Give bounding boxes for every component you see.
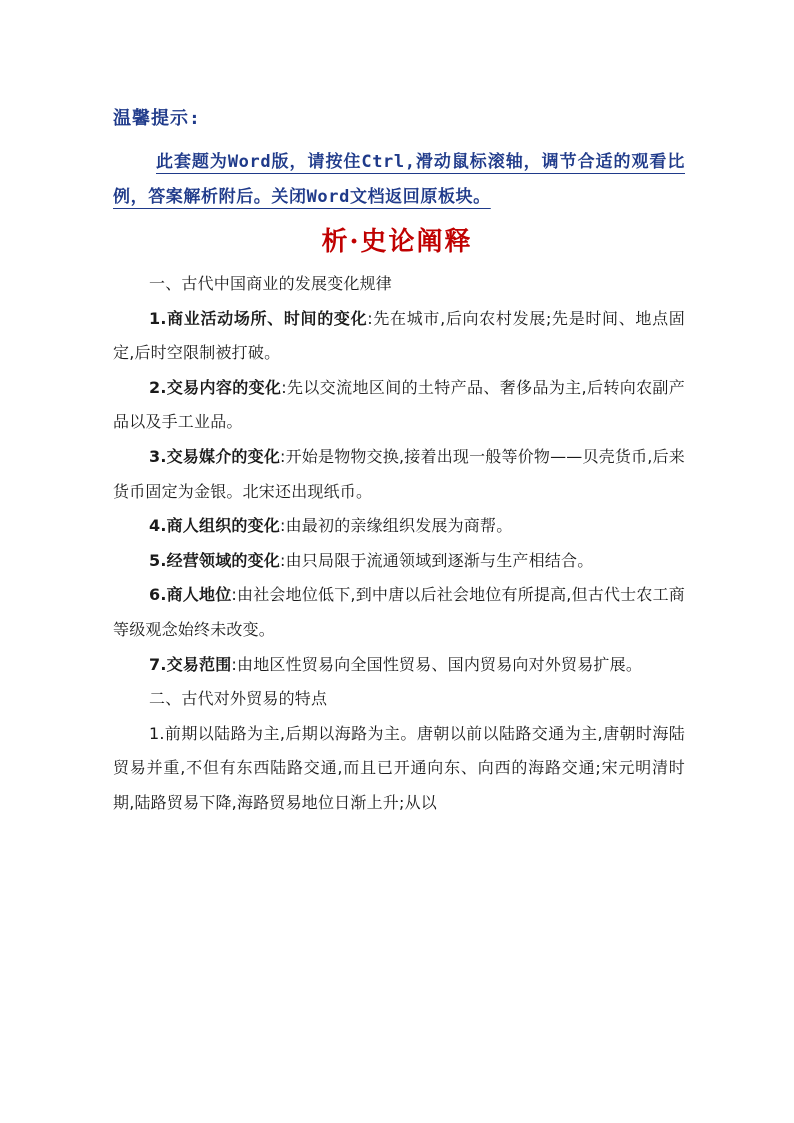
paragraph-7 (113, 648, 685, 683)
paragraph-8 (113, 717, 685, 821)
paragraph-5 (113, 544, 685, 579)
paragraph-text: :由只局限于流通领域到逐渐与生产相结合。 (280, 550, 594, 570)
paragraph-6 (113, 578, 685, 647)
paragraph-label: 1.商业活动场所、时间的变化 (149, 308, 368, 328)
paragraph-label: 7.交易范围 (149, 654, 232, 674)
paragraph-label: 5.经营领域的变化 (149, 550, 281, 570)
paragraph-text: :先在城市,后向农村发展;先是时间、地点固定,后时空限制被打破。 (113, 308, 685, 363)
document-body (113, 267, 685, 821)
paragraph-text: :由地区性贸易向全国性贸易、国内贸易向对外贸易扩展。 (231, 654, 643, 674)
paragraph-text: 1.前期以陆路为主,后期以海路为主。唐朝以前以陆路交通为主,唐朝时海陆贸易并重,不但有东西陆路交通,而且已开通向东、向西的海路交通;宋元明清时期,陆路贸易下降,海路贸易地位日渐上升;从以 (113, 723, 685, 812)
paragraph-text: :开始是物物交换,接着出现一般等价物——贝壳货币,后来货币固定为金银。北宋还出现纸币。 (113, 446, 685, 501)
tip-text (113, 145, 685, 215)
paragraph-text: :先以交流地区间的土特产品、奢侈品为主,后转向农副产品以及手工业品。 (113, 377, 685, 432)
paragraph-text: 一、古代中国商业的发展变化规律 (149, 274, 393, 293)
paragraph-label: 2.交易内容的变化 (149, 377, 282, 397)
paragraph-3 (113, 440, 685, 509)
paragraph-text: :由社会地位低下,到中唐以后社会地位有所提高,但古代士农工商等级观念始终未改变。 (113, 585, 685, 639)
paragraph-label: 4.商人组织的变化 (149, 516, 281, 536)
tip-text-content: 此套题为Word版，请按住Ctrl,滑动鼠标滚轴，调节合适的观看比例，答案解析附后。关闭Word文档返回原板块。 (113, 152, 685, 207)
paragraph-label: 6.商人地位 (149, 585, 232, 605)
paragraph-label: 3.交易媒介的变化 (149, 446, 281, 466)
paragraph-2 (113, 371, 685, 440)
section-title: 析·史论阐释 (321, 227, 473, 257)
tip-heading: 温馨提示: (113, 108, 201, 129)
paragraph-1 (113, 302, 685, 371)
section-heading-1 (113, 267, 685, 302)
paragraph-text: 二、古代对外贸易的特点 (149, 689, 328, 709)
paragraph-4 (113, 509, 685, 544)
section-heading-2 (113, 682, 685, 717)
paragraph-text: :由最初的亲缘组织发展为商帮。 (280, 516, 513, 536)
